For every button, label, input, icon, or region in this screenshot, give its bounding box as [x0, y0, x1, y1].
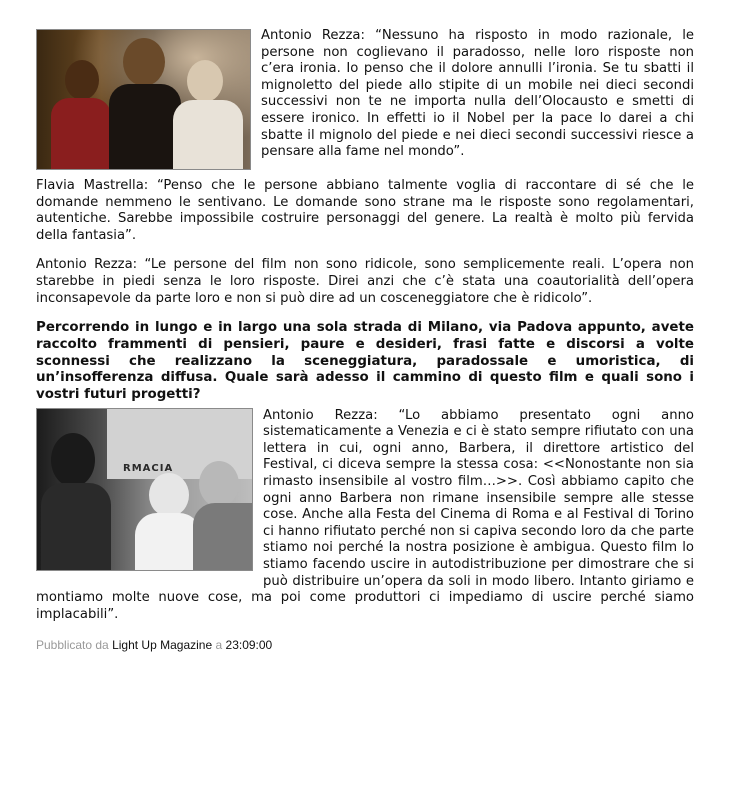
- man-right-body: [173, 100, 243, 169]
- published-by-label: Pubblicato da: [36, 638, 109, 653]
- man-center-body: [109, 84, 181, 169]
- post-time[interactable]: 23:09:00: [225, 638, 273, 653]
- paragraph-rezza-1: Antonio Rezza: “Nessuno ha risposto in modo razionale, le persone non coglievano il paradosso, nelle loro risposte non c’era ironia. Io penso che il dolore annulli l’ironia. Se tu sbatti il mignoletto del piede allo stipite di un mobile nei dieci secondi successivi non te ne importa nulla dell’Olocausto e smetti di essere ironico. In effetti io il Nobel per la pace lo darei a chi sbatte il mignolo del piede e nei dieci secondi successivi riesce a pensare alla fame nel mondo”.: [261, 28, 694, 160]
- at-label: a: [215, 638, 223, 653]
- post-footer: [36, 637, 694, 654]
- woman-center-head: [149, 473, 189, 517]
- author-link[interactable]: Light Up Magazine: [112, 638, 213, 653]
- photo-street-scene: [36, 408, 253, 571]
- man-left-head: [65, 60, 99, 100]
- pharmacy-sign: RMACIA: [123, 462, 174, 474]
- man-right-head: [187, 60, 223, 102]
- article-body: [36, 28, 694, 654]
- paragraph-rezza-3: Antonio Rezza: “Lo abbiamo presentato ogni anno sistematicamente a Venezia e ci è stato sempre rifiutato con una lettera in cui, ogni anno, Barbera, il direttore artistico del Festival, ci diceva sempre la stessa cosa: <<Nonostante non sia rimasto insensibile al vostro film…>>. Così abbiamo capito che ogni anno Barbera non rimane insensibile sempre alle stesse cose. Anche alla Festa del Cinema di Roma e al Festival di Torino ci hanno rifiutato perché non si capiva secondo loro da che parte stiamo noi perché la nostra posizione è ambigua. Questo film lo stiamo facendo uscire in autodistribuzione per dimostrare che si può distribuire un’opera da soli in modo libero. Intanto giriamo e montiamo molte nuove cose, ma poi come produttori ci impediamo di uscire perché siamo implacabili”.: [36, 407, 694, 622]
- woman-right-head: [199, 461, 239, 507]
- man-body: [41, 483, 111, 570]
- man-left-body: [51, 98, 111, 169]
- woman-right-body: [193, 503, 252, 570]
- man-center-head: [123, 38, 165, 86]
- woman-center-body: [135, 513, 201, 570]
- interview-question: Percorrendo in lungo e in largo una sola strada di Milano, via Padova appunto, avete raccolto frammenti di pensieri, paure e desideri, frasi fatte e discorsi a volte sconnessi che realizzano la sceneggiatura, paradossale e umoristica, di un’insofferenza diffusa. Quale sarà adesso il cammino di questo film e quali sono i vostri futuri progetti?: [36, 320, 694, 402]
- paragraph-mastrella: Flavia Mastrella: “Penso che le persone abbiano talmente voglia di raccontare di sé che le domande nemmeno le sentivano. Le domande sono strane ma le risposte sono regolamentari, autentiche. Sarebbe impossibile costruire personaggi del genere. La realtà è molto più fervida della fantasia”.: [36, 178, 694, 243]
- paragraph-rezza-2: Antonio Rezza: “Le persone del film non sono ridicole, sono semplicemente reali. L’opera non starebbe in piedi senza le loro risposte. Direi anzi che c’è stata una coautorialità dell’opera inconsapevole da parte loro e non si può dire ad un cosceneggiatore che è ridicolo”.: [36, 257, 694, 306]
- photo-three-men: [36, 29, 251, 170]
- man-hair-head: [51, 433, 95, 487]
